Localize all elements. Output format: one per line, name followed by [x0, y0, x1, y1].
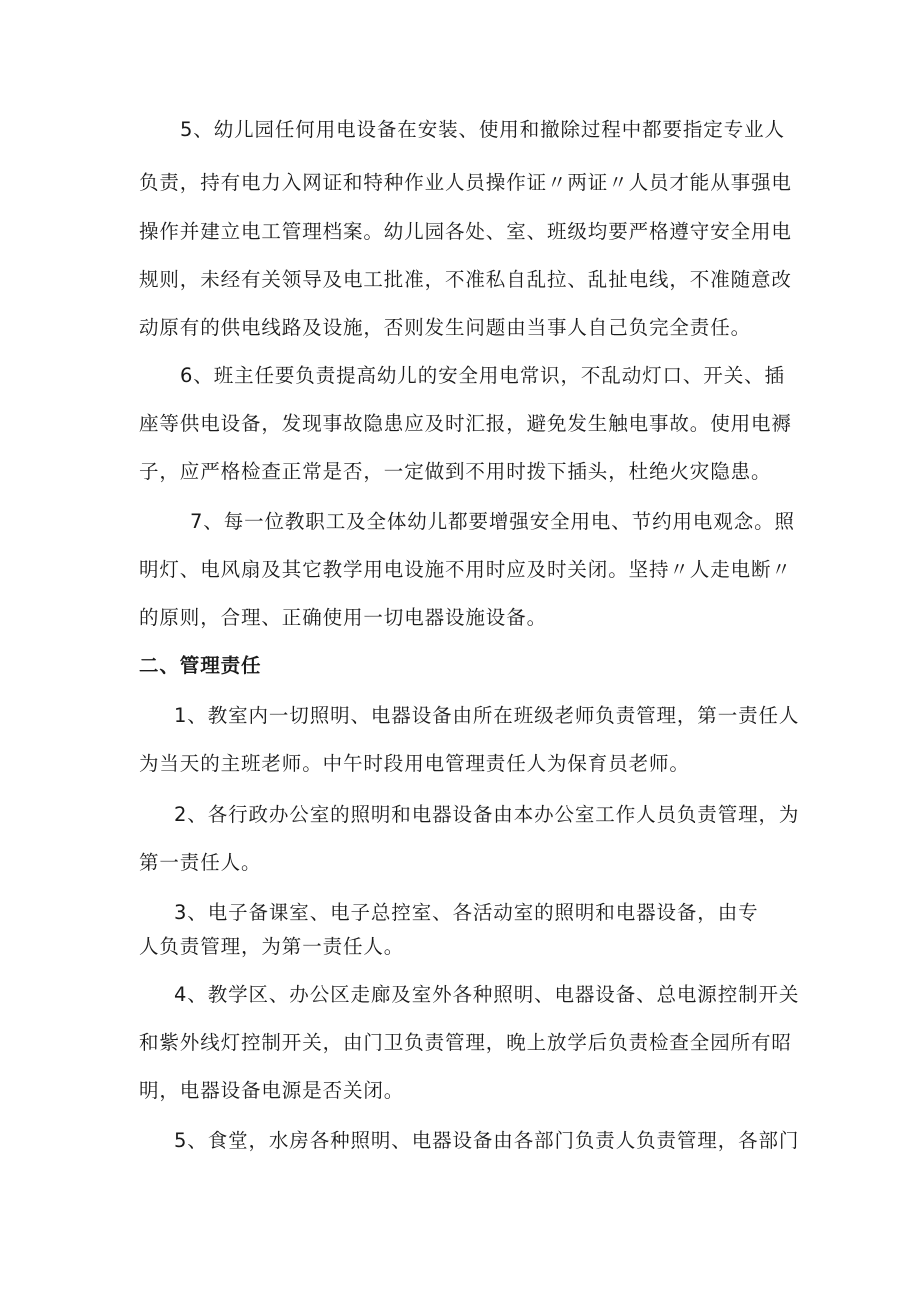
item-3-line-2: 人负责管理，为第一责任人。: [139, 935, 405, 958]
section-heading: 二、管理责任: [139, 654, 262, 677]
paragraph-5-line-3: 操作并建立电工管理档案。幼儿园各处、室、班级均要严格遵守安全用电: [139, 220, 792, 243]
paragraph-7-line-2: 明灯、电风扇及其它教学用电设施不用时应及时关闭。坚持〃人走电断〃: [139, 558, 792, 581]
item-2-line-1: 2、各行政办公室的照明和电器设备由本办公室工作人员负责管理，为: [174, 803, 800, 826]
item-5-line-1: 5、食堂，水房各种照明、电器设备由各部门负责人负责管理，各部门: [174, 1129, 800, 1152]
item-4-line-2: 和紫外线灯控制开关，由门卫负责管理，晚上放学后负责检查全园所有昭: [139, 1031, 792, 1054]
paragraph-5-line-1: 5、幼儿园任何用电设备在安装、使用和撤除过程中都要指定专业人: [180, 118, 785, 141]
item-2-line-2: 第一责任人。: [139, 851, 262, 874]
paragraph-6-line-2: 座等供电设备，发现事故隐患应及时汇报，避免发生触电事故。使用电褥: [139, 412, 792, 435]
paragraph-5-line-5: 动原有的供电线路及设施，否则发生问题由当事人自己负完全责任。: [139, 316, 752, 339]
paragraph-5-line-4: 规则，未经有关领导及电工批准，不准私自乱拉、乱扯电线，不准随意改: [139, 268, 792, 291]
item-4-line-1: 4、教学区、办公区走廊及室外各种照明、电器设备、总电源控制开关: [174, 983, 800, 1006]
paragraph-6-line-1: 6、班主任要负责提高幼儿的安全用电常识，不乱动灯口、开关、插: [180, 364, 785, 387]
item-4-line-3: 明，电器设备电源是否关闭。: [139, 1079, 405, 1102]
paragraph-6-line-3: 子，应严格检查正常是否，一定做到不用时拨下插头，杜绝火灾隐患。: [139, 460, 772, 483]
item-3-line-1: 3、电子备课室、电子总控室、各活动室的照明和电器设备，由专: [174, 901, 759, 924]
paragraph-7-line-3: 的原则，合理、正确使用一切电器设施设备。: [139, 606, 548, 629]
paragraph-7-line-1: 7、每一位教职工及全体幼儿都要增强安全用电、节约用电观念。照: [190, 510, 795, 533]
item-1-line-1: 1、教室内一切照明、电器设备由所在班级老师负责管理，第一责任人: [174, 704, 800, 727]
paragraph-5-line-2: 负责，持有电力入网证和特种作业人员操作证〃两证〃人员才能从事强电: [139, 171, 792, 194]
item-1-line-2: 为当天的主班老师。中午时段用电管理责任人为保育员老师。: [139, 752, 690, 775]
